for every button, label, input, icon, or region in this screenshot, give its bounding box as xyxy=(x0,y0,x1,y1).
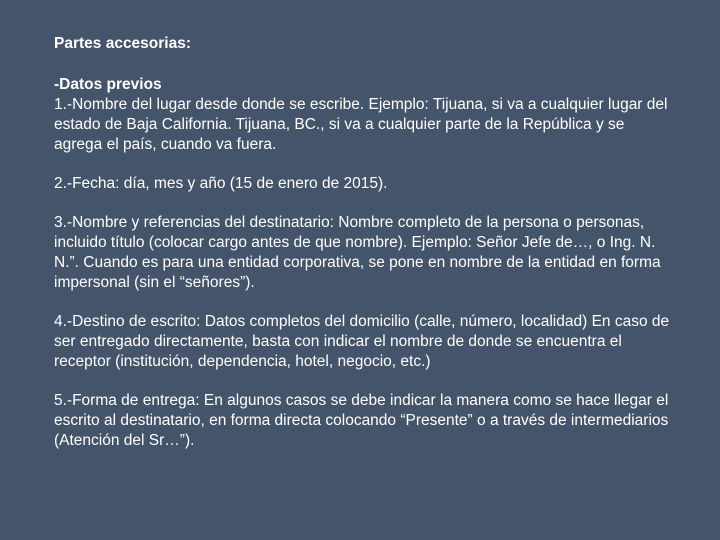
section-subheading: -Datos previos xyxy=(54,76,162,93)
item-destinatario: 3.-Nombre y referencias del destinatario: Nombre completo de la persona o personas, incluido título (colocar cargo antes de que nombre). Ejemplo: Señor Jefe de…, o Ing. N. N.”. Cuando es para una entidad corporativa, se pone en nombre de la entidad en forma impersonal (sin el “señores”). xyxy=(54,214,661,291)
slide-content xyxy=(54,34,674,470)
item-lugar: 1.-Nombre del lugar desde donde se escribe. Ejemplo: Tijuana, si va a cualquier lugar del estado de Baja California. Tijuana, BC., si va a cualquier parte de la República y se agrega el país, cuando va fuera. xyxy=(54,96,668,153)
slide-title: Partes accesorias: xyxy=(54,35,192,52)
item-fecha: 2.-Fecha: día, mes y año (15 de enero de 2015). xyxy=(54,175,388,192)
item-forma-entrega: 5.-Forma de entrega: En algunos casos se debe indicar la manera como se hace llegar el escrito al destinatario, en forma directa colocando “Presente” o a través de intermediarios (Atención del Sr…”). xyxy=(54,392,669,449)
item-destino: 4.-Destino de escrito: Datos completos del domicilio (calle, número, localidad) En caso de ser entregado directamente, basta con indicar el nombre de donde se encuentra el receptor (institución, dependencia, hotel, negocio, etc.) xyxy=(54,313,670,370)
